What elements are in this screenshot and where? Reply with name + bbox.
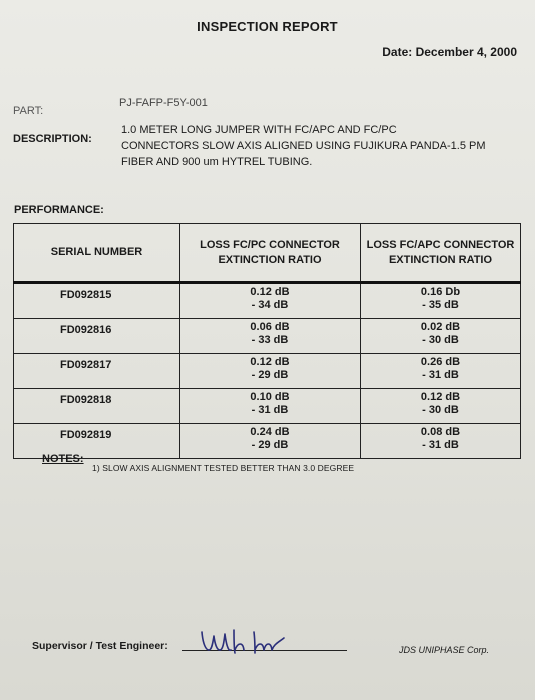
fc-apc-loss: 0.16 Db: [420, 286, 461, 298]
fc-pc-cell: [180, 389, 361, 424]
fc-apc-cell: [361, 319, 521, 354]
fc-apc-loss: 0.26 dB: [420, 356, 461, 368]
fc-apc-extinction-ratio: - 31 dB: [422, 369, 459, 381]
serial-number-cell: FD092817: [14, 354, 180, 389]
fc-apc-extinction-ratio: - 30 dB: [422, 404, 459, 416]
fc-apc-cell: [361, 354, 521, 389]
fc-pc-cell: [180, 283, 361, 319]
fc-pc-extinction-ratio: - 31 dB: [251, 404, 289, 416]
table-row: [14, 389, 521, 424]
table-row: [14, 424, 521, 459]
fc-pc-extinction-ratio: - 34 dB: [251, 299, 289, 311]
fc-pc-loss: 0.06 dB: [250, 321, 290, 333]
serial-number-cell: FD092818: [14, 389, 180, 424]
header-fc-apc-connector: LOSS FC/APC CONNECTOR EXTINCTION RATIO: [361, 224, 521, 283]
fc-pc-loss: 0.12 dB: [250, 356, 290, 368]
notes-label: NOTES:: [42, 453, 84, 465]
fc-apc-extinction-ratio: - 31 dB: [422, 439, 459, 451]
serial-number-cell: FD092819: [14, 424, 180, 459]
serial-number-cell: FD092815: [14, 283, 180, 319]
description-line: FIBER AND 900 um HYTREL TUBING.: [121, 156, 313, 168]
fc-pc-loss: 0.24 dB: [250, 426, 290, 438]
fc-pc-extinction-ratio: - 29 dB: [251, 439, 289, 451]
fc-pc-cell: [180, 319, 361, 354]
part-label: PART:: [13, 105, 44, 117]
fc-pc-loss: 0.10 dB: [250, 391, 290, 403]
serial-number-cell: FD092816: [14, 319, 180, 354]
company-name: JDS UNIPHASE Corp.: [399, 645, 490, 655]
fc-apc-loss: 0.08 dB: [420, 426, 461, 438]
handwritten-signature: [198, 620, 288, 658]
fc-apc-cell: [361, 283, 521, 319]
fc-apc-loss: 0.12 dB: [420, 391, 461, 403]
fc-pc-extinction-ratio: - 29 dB: [251, 369, 289, 381]
report-date: Date: December 4, 2000: [382, 45, 517, 59]
supervisor-label: Supervisor / Test Engineer:: [32, 640, 168, 652]
part-number: PJ-FAFP-F5Y-001: [119, 97, 208, 109]
header-serial-number: SERIAL NUMBER: [14, 224, 180, 283]
description-line: CONNECTORS SLOW AXIS ALIGNED USING FUJIKURA PANDA-1.5 PM: [121, 140, 486, 152]
table-row: [14, 319, 521, 354]
fc-pc-cell: [180, 424, 361, 459]
table-header-row: [14, 224, 521, 283]
performance-table: [13, 223, 521, 459]
header-fc-pc-connector: LOSS FC/PC CONNECTOR EXTINCTION RATIO: [180, 224, 361, 283]
fc-pc-extinction-ratio: - 33 dB: [251, 334, 289, 346]
description-label: DESCRIPTION:: [13, 133, 92, 145]
fc-apc-cell: [361, 424, 521, 459]
note-item: 1) SLOW AXIS ALIGNMENT TESTED BETTER THAN 3.0 DEGREE: [92, 463, 355, 473]
report-title: INSPECTION REPORT: [197, 19, 338, 34]
fc-apc-loss: 0.02 dB: [420, 321, 461, 333]
description-line: 1.0 METER LONG JUMPER WITH FC/APC AND FC/PC: [121, 124, 397, 136]
performance-label: PERFORMANCE:: [14, 204, 104, 216]
fc-pc-cell: [180, 354, 361, 389]
table-row: [14, 354, 521, 389]
description-text: [121, 122, 533, 170]
fc-apc-cell: [361, 389, 521, 424]
fc-apc-extinction-ratio: - 35 dB: [422, 299, 459, 311]
table-row: [14, 283, 521, 319]
fc-apc-extinction-ratio: - 30 dB: [422, 334, 459, 346]
fc-pc-loss: 0.12 dB: [250, 286, 290, 298]
